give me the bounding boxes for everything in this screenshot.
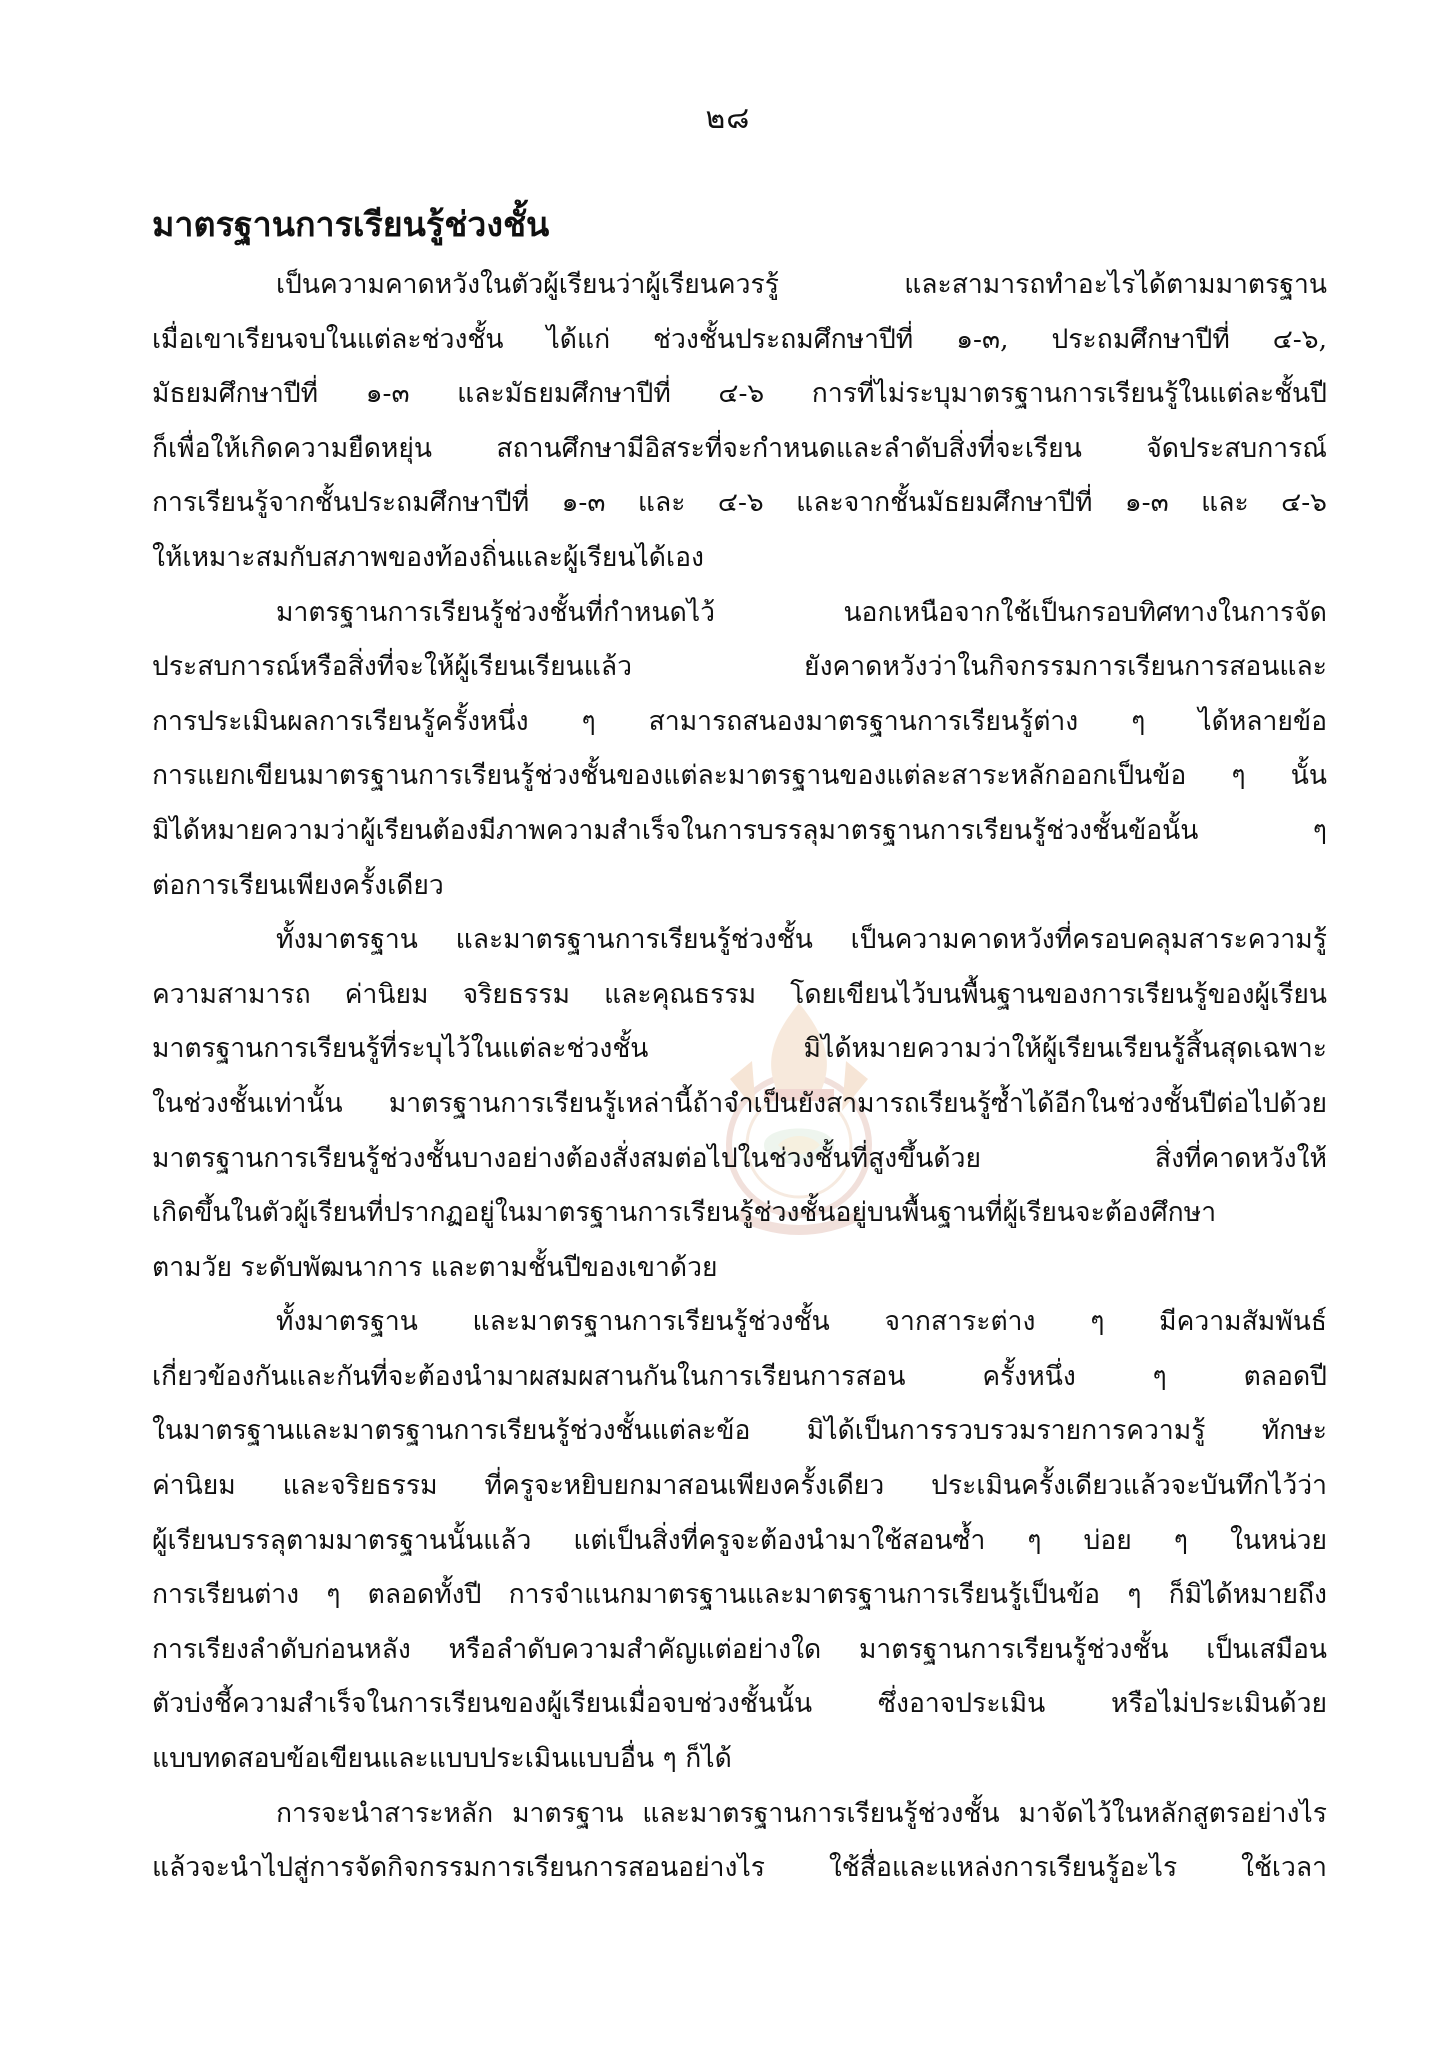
section-heading: มาตรฐานการเรียนรู้ช่วงชั้น: [152, 205, 550, 245]
paragraph-2: [152, 586, 1327, 914]
page-number: ๒๘: [705, 101, 751, 136]
text-line: ทั้งมาตรฐาน และมาตรฐานการเรียนรู้ช่วงชั้น จากสาระต่าง ๆ มีความสัมพันธ์: [276, 1306, 1327, 1338]
text-line: แล้วจะนำไปสู่การจัดกิจกรรมการเรียนการสอนอย่างไร ใช้สื่อและแหล่งการเรียนรู้อะไร ใช้เวลา: [152, 1852, 1327, 1884]
text-line: ตามวัย ระดับพัฒนาการ และตามชั้นปีของเขาด้วย: [152, 1251, 718, 1283]
text-line: ทั้งมาตรฐาน และมาตรฐานการเรียนรู้ช่วงชั้น เป็นความคาดหวังที่ครอบคลุมสาระความรู้: [276, 924, 1327, 956]
paragraph-1: [152, 258, 1327, 586]
text-line: การแยกเขียนมาตรฐานการเรียนรู้ช่วงชั้นของแต่ละมาตรฐานของแต่ละสาระหลักออกเป็นข้อ ๆ นั้น: [152, 760, 1327, 792]
text-line: ให้เหมาะสมกับสภาพของท้องถิ่นและผู้เรียนได้เอง: [152, 541, 704, 573]
text-line: ความสามารถ ค่านิยม จริยธรรม และคุณธรรม โดยเขียนไว้บนพื้นฐานของการเรียนรู้ของผู้เรียน: [152, 978, 1327, 1010]
text-line: ค่านิยม และจริยธรรม ที่ครูจะหยิบยกมาสอนเพียงครั้งเดียว ประเมินครั้งเดียวแล้วจะบันทึกไว้ว่า: [152, 1470, 1327, 1502]
text-line: ประสบการณ์หรือสิ่งที่จะให้ผู้เรียนเรียนแล้ว ยังคาดหวังว่าในกิจกรรมการเรียนการสอนและ: [152, 651, 1327, 683]
text-line: ผู้เรียนบรรลุตามมาตรฐานนั้นแล้ว แต่เป็นสิ่งที่ครูจะต้องนำมาใช้สอนซ้ำ ๆ บ่อย ๆ ในหน่วย: [152, 1524, 1327, 1556]
text-line: ในช่วงชั้นเท่านั้น มาตรฐานการเรียนรู้เหล่านี้ถ้าจำเป็นยังสามารถเรียนรู้ซ้ำได้อีกในช่วงชั้นปีต่อไปด้วย: [152, 1087, 1327, 1119]
text-line: ตัวบ่งชี้ความสำเร็จในการเรียนของผู้เรียนเมื่อจบช่วงชั้นนั้น ซึ่งอาจประเมิน หรือไม่ประเมินด้วย: [152, 1688, 1327, 1720]
text-line: การเรียงลำดับก่อนหลัง หรือลำดับความสำคัญแต่อย่างใด มาตรฐานการเรียนรู้ช่วงชั้น เป็นเสมือน: [152, 1633, 1327, 1665]
text-line: การเรียนต่าง ๆ ตลอดทั้งปี การจำแนกมาตรฐานและมาตรฐานการเรียนรู้เป็นข้อ ๆ ก็มิได้หมายถึง: [152, 1579, 1327, 1611]
paragraph-5: [152, 1787, 1327, 1896]
text-line: มัธยมศึกษาปีที่ ๑-๓ และมัธยมศึกษาปีที่ ๔-๖ การที่ไม่ระบุมาตรฐานการเรียนรู้ในแต่ละชั้นปี: [152, 378, 1327, 410]
text-line: มิได้หมายความว่าผู้เรียนต้องมีภาพความสำเร็จในการบรรลุมาตรฐานการเรียนรู้ช่วงชั้นข้อนั้น ๆ: [152, 814, 1327, 846]
text-line: การประเมินผลการเรียนรู้ครั้งหนึ่ง ๆ สามารถสนองมาตรฐานการเรียนรู้ต่าง ๆ ได้หลายข้อ: [152, 705, 1327, 737]
text-line: การจะนำสาระหลัก มาตรฐาน และมาตรฐานการเรียนรู้ช่วงชั้น มาจัดไว้ในหลักสูตรอย่างไร: [276, 1797, 1327, 1829]
text-line: มาตรฐานการเรียนรู้ช่วงชั้นบางอย่างต้องสั่งสมต่อไปในช่วงชั้นที่สูงขึ้นด้วย สิ่งที่คาดหวังให้: [152, 1142, 1327, 1174]
text-line: เป็นความคาดหวังในตัวผู้เรียนว่าผู้เรียนควรรู้ และสามารถทำอะไรได้ตามมาตรฐาน: [276, 269, 1327, 300]
text-line: แบบทดสอบข้อเขียนและแบบประเมินแบบอื่น ๆ ก็ได้: [152, 1743, 732, 1775]
text-line: มาตรฐานการเรียนรู้ช่วงชั้นที่กำหนดไว้ นอกเหนือจากใช้เป็นกรอบทิศทางในการจัด: [276, 596, 1327, 628]
document-content: [152, 196, 1327, 1896]
paragraph-4: [152, 1295, 1327, 1786]
paragraph-3: [152, 913, 1327, 1295]
text-line: เมื่อเขาเรียนจบในแต่ละช่วงชั้น ได้แก่ ช่วงชั้นประถมศึกษาปีที่ ๑-๓, ประถมศึกษาปีที่ ๔-๖,: [152, 323, 1327, 355]
text-line: เกิดขึ้นในตัวผู้เรียนที่ปรากฏอยู่ในมาตรฐานการเรียนรู้ช่วงชั้นอยู่บนพื้นฐานที่ผู้เรียนจะต้องศึกษา: [152, 1197, 1217, 1229]
text-line: เกี่ยวข้องกันและกันที่จะต้องนำมาผสมผสานกันในการเรียนการสอน ครั้งหนึ่ง ๆ ตลอดปี: [152, 1360, 1327, 1392]
text-line: มาตรฐานการเรียนรู้ที่ระบุไว้ในแต่ละช่วงชั้น มิได้หมายความว่าให้ผู้เรียนเรียนรู้สิ้นสุดเฉพาะ: [152, 1033, 1327, 1065]
text-line: ต่อการเรียนเพียงครั้งเดียว: [152, 869, 444, 901]
text-line: ก็เพื่อให้เกิดความยืดหยุ่น สถานศึกษามีอิสระที่จะกำหนดและลำดับสิ่งที่จะเรียน จัดประสบการณ์: [152, 432, 1327, 464]
text-line: ในมาตรฐานและมาตรฐานการเรียนรู้ช่วงชั้นแต่ละข้อ มิได้เป็นการรวบรวมรายการความรู้ ทักษะ: [152, 1415, 1327, 1447]
text-line: การเรียนรู้จากชั้นประถมศึกษาปีที่ ๑-๓ และ ๔-๖ และจากชั้นมัธยมศึกษาปีที่ ๑-๓ และ ๔-๖: [152, 487, 1327, 519]
